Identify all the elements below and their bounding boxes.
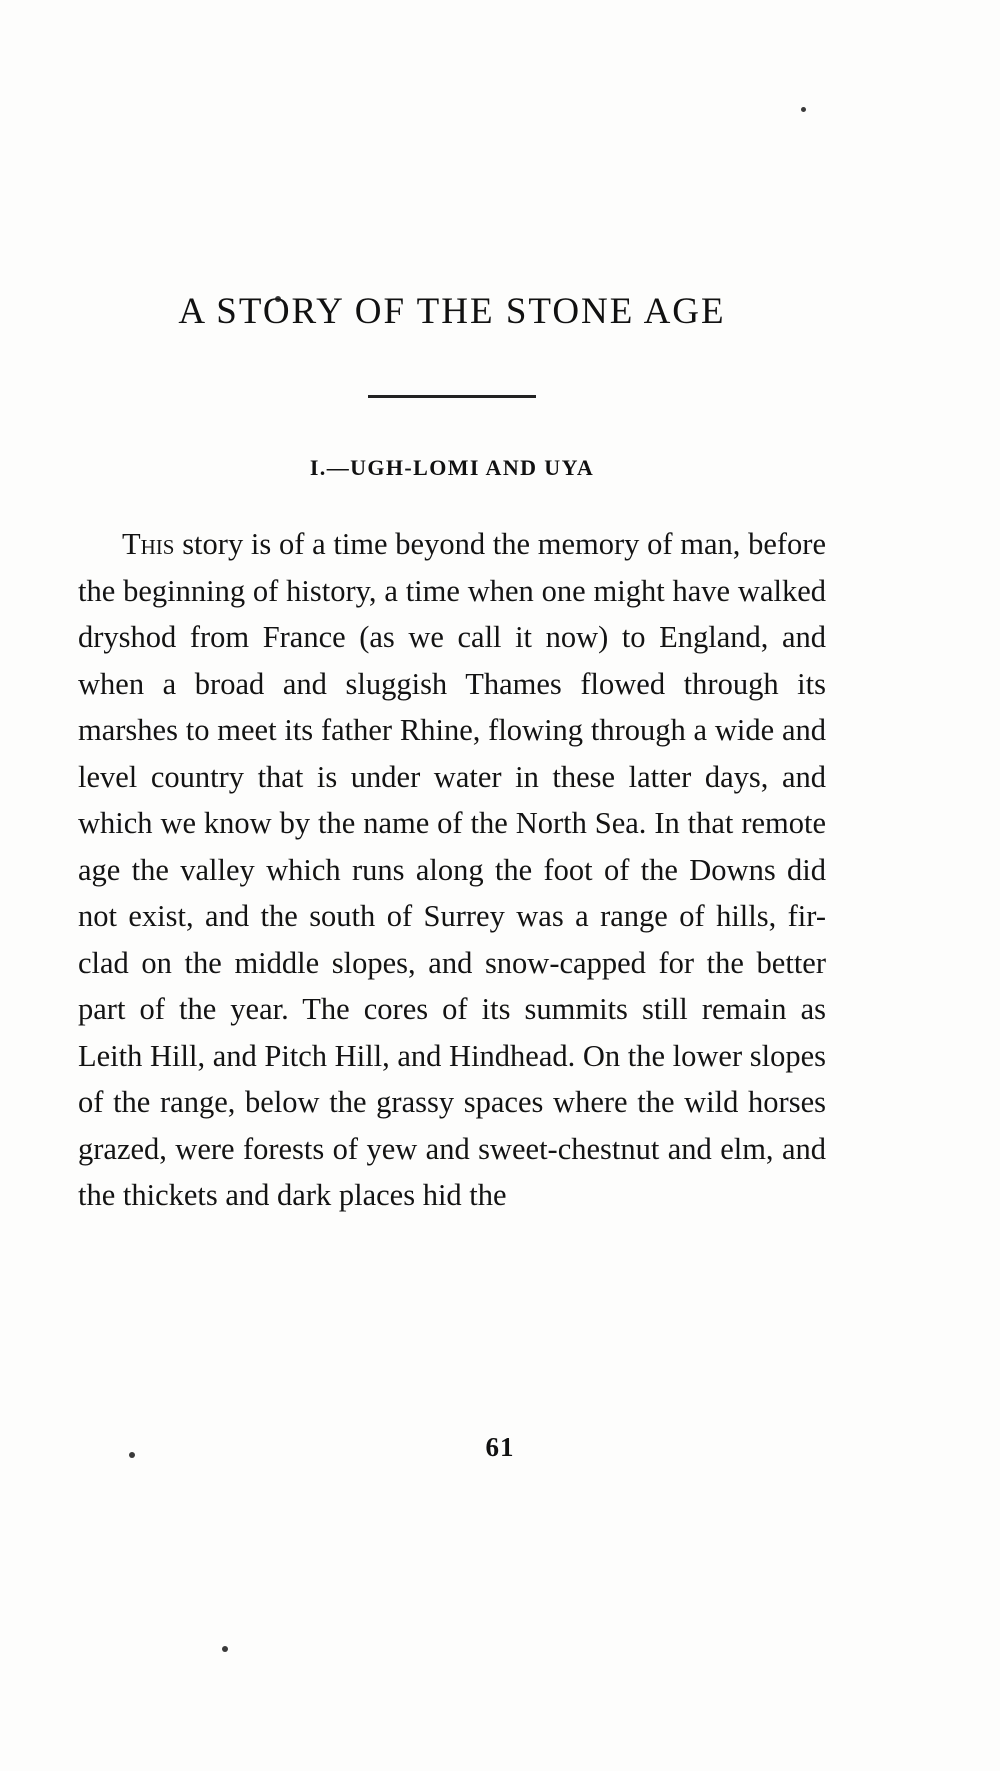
- page-title: A STORY OF THE STONE AGE: [178, 291, 726, 332]
- divider-line: [368, 395, 536, 398]
- ink-speck: [801, 107, 806, 112]
- opening-smallcaps: This: [122, 527, 175, 561]
- page-number: 61: [485, 1432, 515, 1462]
- body-paragraph: [78, 521, 826, 1219]
- paragraph-text: story is of a time beyond the memory of man, before the beginning of history, a time when one might have walked dryshod from France (as we call it now) to England, and when a broad and sluggish Thames flowed through its marshes to meet its father Rhine, flowing through a wide and level country that is under water in these latter days, and which we know by the name of the North Sea. In that remote age the valley which runs along the foot of the Downs did not exist, and the south of Surrey was a range of hills, fir-clad on the middle slopes, and snow-capped for the better part of the year. The cores of its summits still remain as Leith Hill, and Pitch Hill, and Hindhead. On the lower slopes of the range, below the grassy spaces where the wild horses grazed, were forests of yew and sweet-chestnut and elm, and the thickets and dark places hid the: [78, 527, 826, 1212]
- section-heading: I.—UGH-LOMI AND UYA: [309, 455, 595, 480]
- title-divider: [78, 385, 826, 403]
- page-content: [78, 290, 826, 1249]
- ink-speck: [222, 1646, 228, 1652]
